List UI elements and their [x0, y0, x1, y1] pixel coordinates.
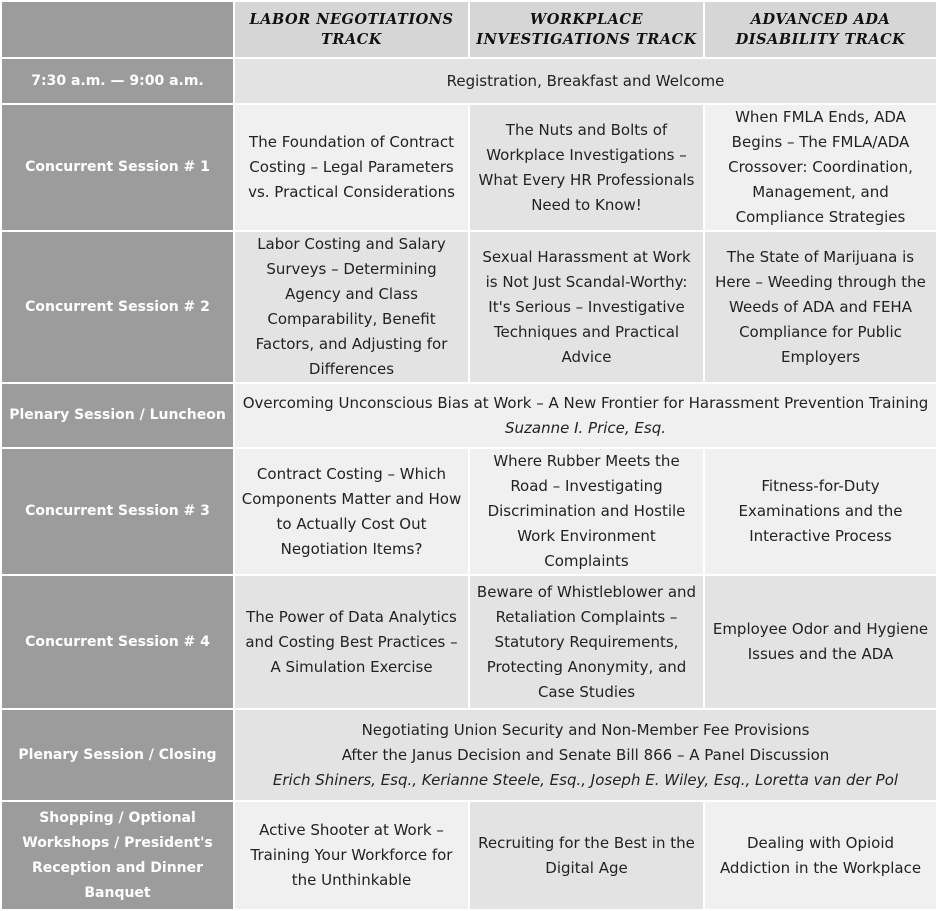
session1-ada-cell: When FMLA Ends, ADA Begins – The FMLA/ADA Crossover: Coordination, Management, and Compliance Strategies [704, 104, 936, 231]
evening-ada-cell: Dealing with Opioid Addiction in the Workplace [704, 801, 936, 910]
session3-row [1, 448, 936, 575]
track-title-line: WORKPLACE [529, 10, 643, 28]
track-title-line: ADVANCED ADA [750, 10, 891, 28]
session2-row [1, 231, 936, 383]
session3-labor-cell: Contract Costing – Which Components Matter and How to Actually Cost Out Negotiation Items? [234, 448, 469, 575]
header-corner-cell [1, 1, 234, 58]
row-label-session1: Concurrent Session # 1 [1, 104, 234, 231]
session1-labor-cell: The Foundation of Contract Costing – Legal Parameters vs. Practical Considerations [234, 104, 469, 231]
session2-workplace-cell: Sexual Harassment at Work is Not Just Scandal-Worthy: It's Serious – Investigative Techniques and Practical Advice [469, 231, 704, 383]
session1-workplace-cell: The Nuts and Bolts of Workplace Investigations – What Every HR Professionals Need to Know! [469, 104, 704, 231]
track-header-ada [704, 1, 936, 58]
row-label-registration: 7:30 a.m. — 9:00 a.m. [1, 58, 234, 104]
session2-ada-cell: The State of Marijuana is Here – Weeding through the Weeds of ADA and FEHA Compliance for Public Employers [704, 231, 936, 383]
luncheon-speaker: Suzanne I. Price, Esq. [504, 418, 667, 437]
evening-labor-cell: Active Shooter at Work – Training Your Workforce for the Unthinkable [234, 801, 469, 910]
luncheon-title: Overcoming Unconscious Bias at Work – A New Frontier for Harassment Prevention Training [242, 393, 929, 412]
row-label-evening: Shopping / Optional Workshops / President's Reception and Dinner Banquet [1, 801, 234, 910]
row-label-session2: Concurrent Session # 2 [1, 231, 234, 383]
evening-workplace-cell: Recruiting for the Best in the Digital Age [469, 801, 704, 910]
closing-title-line2: After the Janus Decision and Senate Bill 866 – A Panel Discussion [341, 745, 830, 764]
evening-row [1, 801, 936, 910]
track-header-labor [234, 1, 469, 58]
track-header-row [1, 1, 936, 58]
luncheon-row [1, 383, 936, 448]
session4-labor-cell: The Power of Data Analytics and Costing Best Practices – A Simulation Exercise [234, 575, 469, 709]
session4-workplace-cell: Beware of Whistleblower and Retaliation Complaints – Statutory Requirements, Protecting Anonymity, and Case Studies [469, 575, 704, 709]
closing-title-line1: Negotiating Union Security and Non-Member Fee Provisions [361, 720, 810, 739]
registration-row [1, 58, 936, 104]
session4-row [1, 575, 936, 709]
closing-speakers: Erich Shiners, Esq., Kerianne Steele, Esq., Joseph E. Wiley, Esq., Loretta van der Pol [272, 770, 899, 789]
track-title-line: DISABILITY TRACK [735, 30, 906, 48]
closing-cell [234, 709, 936, 801]
row-label-luncheon: Plenary Session / Luncheon [1, 383, 234, 448]
session3-ada-cell: Fitness-for-Duty Examinations and the Interactive Process [704, 448, 936, 575]
track-title-line: TRACK [321, 30, 382, 48]
session2-labor-cell: Labor Costing and Salary Surveys – Determining Agency and Class Comparability, Benefit Factors, and Adjusting for Differences [234, 231, 469, 383]
row-label-closing: Plenary Session / Closing [1, 709, 234, 801]
registration-cell: Registration, Breakfast and Welcome [234, 58, 936, 104]
row-label-session3: Concurrent Session # 3 [1, 448, 234, 575]
closing-row [1, 709, 936, 801]
session3-workplace-cell: Where Rubber Meets the Road – Investigating Discrimination and Hostile Work Environment Complaints [469, 448, 704, 575]
row-label-session4: Concurrent Session # 4 [1, 575, 234, 709]
track-header-workplace [469, 1, 704, 58]
session1-row [1, 104, 936, 231]
track-title-line: INVESTIGATIONS TRACK [476, 30, 697, 48]
session4-ada-cell: Employee Odor and Hygiene Issues and the ADA [704, 575, 936, 709]
track-title-line: LABOR NEGOTIATIONS [249, 10, 454, 28]
luncheon-cell [234, 383, 936, 448]
